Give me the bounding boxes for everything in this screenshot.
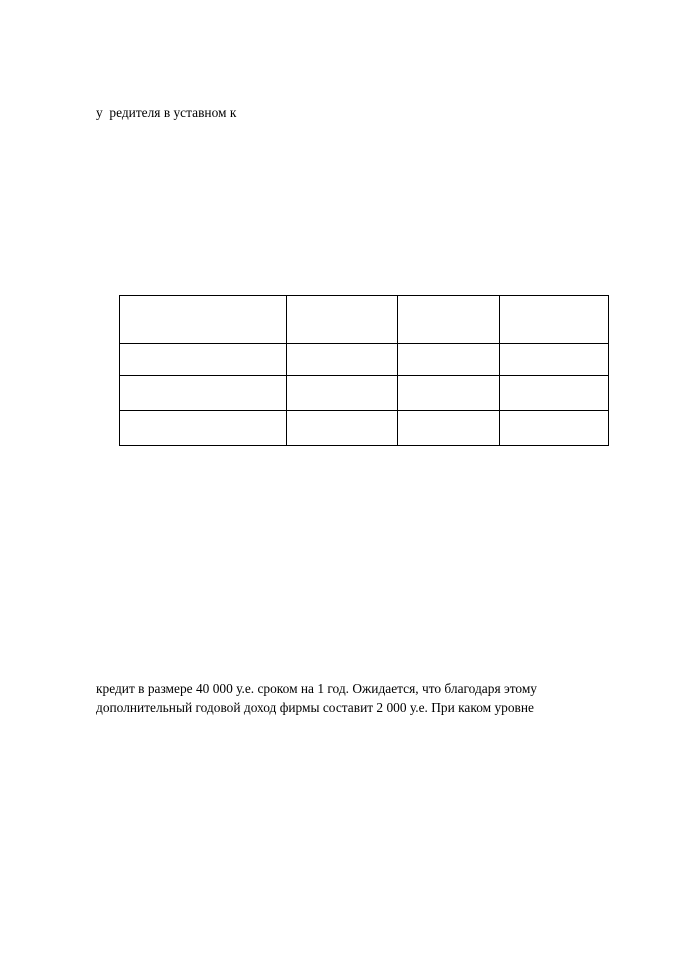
table-row (120, 344, 609, 376)
paragraph-line: кредит в размере 40 000 у.е. сроком на 1 год. Ожидается, что благодаря этому (96, 681, 537, 696)
table-cell (398, 296, 500, 344)
table-row (120, 296, 609, 344)
table-row (120, 376, 609, 411)
table-cell (398, 376, 500, 411)
table-cell (287, 344, 398, 376)
table-cell (120, 344, 287, 376)
table-cell (287, 296, 398, 344)
document-text-line: у редителя в уставном к (96, 105, 237, 120)
table-cell (398, 344, 500, 376)
table-cell (120, 411, 287, 446)
table-cell (120, 296, 287, 344)
table-cell (287, 376, 398, 411)
table-cell (500, 344, 609, 376)
table-cell (500, 376, 609, 411)
table-cell (120, 376, 287, 411)
table-cell (500, 411, 609, 446)
table-cell (398, 411, 500, 446)
empty-table (119, 295, 609, 446)
table-cell (500, 296, 609, 344)
table-row (120, 411, 609, 446)
paragraph-line: дополнительный годовой доход фирмы составит 2 000 у.е. При каком уровне (96, 700, 534, 715)
table-cell (287, 411, 398, 446)
